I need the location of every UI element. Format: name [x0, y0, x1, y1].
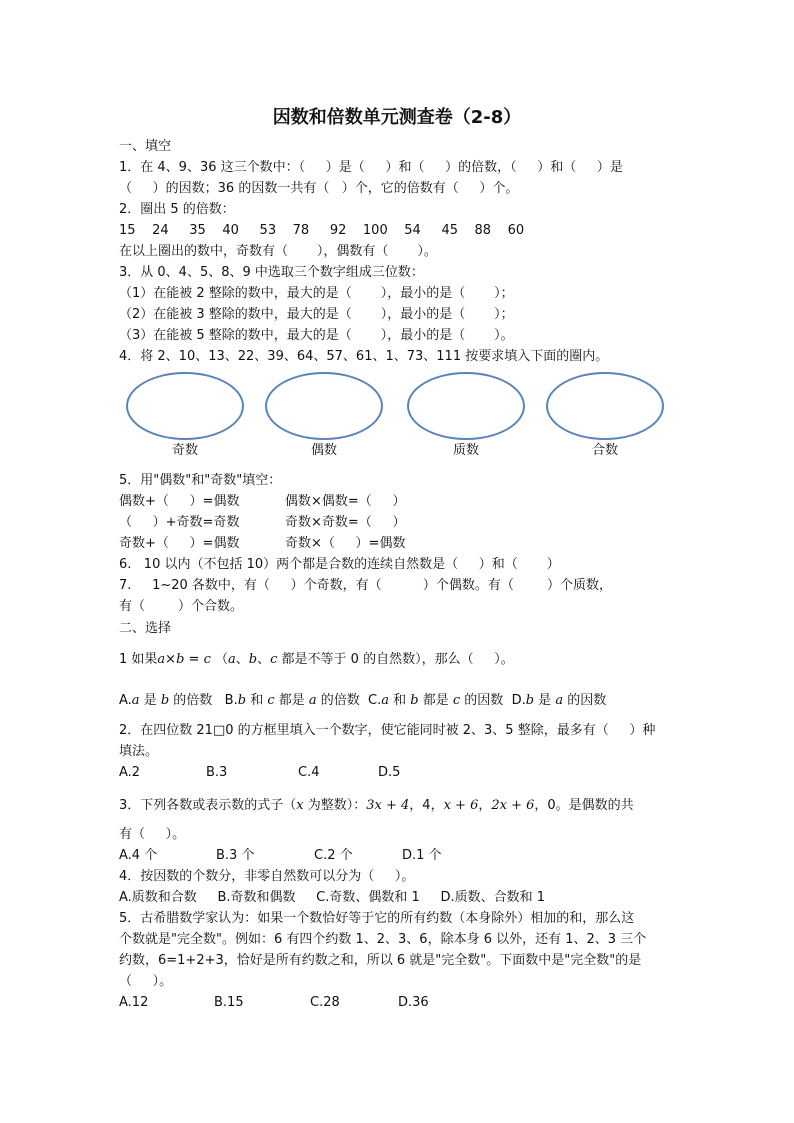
- q1-line1: 1．在 4、9、36 这三个数中：（ ）是（ ）和（ ）的倍数，（ ）和（ ）是: [119, 160, 623, 175]
- circle-even[interactable]: [265, 372, 383, 440]
- option-text: 的倍数 B.: [169, 693, 238, 708]
- q7-line2: 有（ ）个合数。: [119, 599, 244, 614]
- s2-q3-mid: 为整数）：: [303, 798, 367, 813]
- var-c: c: [267, 693, 275, 708]
- q3-line2: （1）在能被 2 整除的数中，最大的是（ ），最小的是（ ）；: [119, 286, 514, 301]
- option-text: 的因数: [563, 693, 607, 708]
- var-a: a: [308, 693, 317, 708]
- option-text: 的倍数 C.: [316, 693, 382, 708]
- section2-heading: 二、选择: [119, 621, 172, 636]
- var-b: b: [410, 693, 419, 708]
- circle-composite[interactable]: [546, 372, 664, 440]
- circle-prime[interactable]: [407, 372, 525, 440]
- var-b: b: [248, 652, 258, 667]
- option-text: 都是: [418, 693, 453, 708]
- option-text: 是: [534, 693, 556, 708]
- option-text: 都是: [274, 693, 309, 708]
- s2-q3-option-b: B.3 个: [216, 848, 255, 863]
- option-text: 的因数 D.: [460, 693, 526, 708]
- expr-2x-plus-6: 2x + 6: [491, 798, 535, 813]
- q2-line1: 2．圈出 5 的倍数：: [119, 202, 235, 217]
- var-a: a: [157, 652, 166, 667]
- s2-q2-option-b: B.3: [206, 765, 228, 780]
- page-title: 因数和倍数单元测查卷（2-8）: [272, 107, 522, 128]
- var-c: c: [203, 652, 211, 667]
- q5-item-1b: 偶数×偶数=（ ）: [285, 494, 406, 509]
- section1-heading: 一、填空: [119, 139, 172, 154]
- option-text: 是: [139, 693, 161, 708]
- q5-item-3a: 奇数+（ ）=偶数: [119, 536, 240, 551]
- var-c: c: [452, 693, 461, 708]
- s2-q5-option-b: B.15: [214, 995, 244, 1010]
- option-text: 和: [246, 693, 268, 708]
- s2-q5-line3: 约数，6=1+2+3，恰好是所有约数之和，所以 6 就是"完全数"。下面数中是"完全数"的是: [119, 953, 642, 968]
- q5-line1: 5．用"偶数"和"奇数"填空：: [119, 473, 282, 488]
- q4-line1: 4．将 2、10、13、22、39、64、57、61、1、73、111 按要求填入下面的圈内。: [119, 349, 609, 364]
- var-c: c: [270, 652, 278, 667]
- option-text: 和: [389, 693, 411, 708]
- s2-q3-option-c: C.2 个: [314, 848, 353, 863]
- s2-q5-line4: （ ）。: [119, 974, 173, 989]
- q7-line1: 7. 1~20 各数中，有（ ）个奇数，有（ ）个偶数。有（ ）个质数，: [119, 578, 612, 593]
- var-x: x: [296, 798, 304, 813]
- s2-q1-stem: [119, 651, 514, 669]
- s2-q3-pre: 3．下列各数或表示数的式子（: [119, 798, 297, 813]
- circle-odd[interactable]: [126, 372, 244, 440]
- var-b: b: [176, 652, 185, 667]
- s2-q5-option-a: A.12: [119, 995, 149, 1010]
- q5-item-3b: 奇数×（ ）=偶数: [285, 536, 406, 551]
- equals-sign: =: [184, 652, 204, 667]
- var-b: b: [237, 693, 247, 708]
- s2-q5-option-d: D.36: [398, 995, 429, 1010]
- q1-line2: （ ）的因数；36 的因数一共有（ ）个，它的倍数有（ ）个。: [119, 181, 519, 196]
- circle-label-even: 偶数: [310, 443, 337, 458]
- circle-label-composite: 合数: [591, 443, 618, 458]
- s2-q4-options: A.质数和合数 B.奇数和偶数 C.奇数、偶数和 1 D.质数、合数和 1: [119, 890, 545, 905]
- s2-q1-pre: 1 如果: [119, 652, 158, 667]
- s2-q2-option-c: C.4: [298, 765, 320, 780]
- var-b: b: [525, 693, 535, 708]
- separator: 、: [257, 652, 271, 667]
- s2-q4-line1: 4．按因数的个数分，非零自然数可以分为（ ）。: [119, 869, 415, 884]
- var-a: a: [381, 693, 390, 708]
- s2-q3-line2: 有（ ）。: [119, 827, 186, 842]
- q5-item-1a: 偶数+（ ）=偶数: [119, 494, 240, 509]
- q2-line3: 在以上圈出的数中，奇数有（ ），偶数有（ ）。: [119, 244, 437, 259]
- q5-item-2a: （ ）+奇数=奇数: [119, 515, 240, 530]
- s2-q3-option-a: A.4 个: [119, 848, 158, 863]
- s2-q1-post: 都是不等于 0 的自然数），那么（ ）。: [277, 652, 514, 667]
- var-a: a: [131, 693, 140, 708]
- s2-q2-option-d: D.5: [378, 765, 401, 780]
- circle-label-odd: 奇数: [171, 443, 198, 458]
- expr-x-plus-6: x + 6: [443, 798, 479, 813]
- q3-line4: （3）在能被 5 整除的数中，最大的是（ ），最小的是（ ）。: [119, 328, 514, 343]
- q6-line: 6. 10 以内（不包括 10）两个都是合数的连续自然数是（ ）和（ ）: [119, 557, 560, 572]
- s2-q1-options: [119, 692, 606, 710]
- s2-q5-line1: 5．古希腊数学家认为：如果一个数恰好等于它的所有约数（本身除外）相加的和，那么这: [119, 911, 635, 926]
- s2-q1-mid: （: [210, 652, 228, 667]
- var-b: b: [160, 693, 170, 708]
- s2-q3-post: ，0。是偶数的共: [534, 798, 634, 813]
- s2-q3-option-d: D.1 个: [402, 848, 442, 863]
- s2-q5-line2: 个数就是"完全数"。例如：6 有四个约数 1、2、3、6，除本身 6 以外，还有 1、2、3 三个: [119, 932, 647, 947]
- separator: 、: [235, 652, 249, 667]
- var-a: a: [228, 652, 236, 667]
- option-a-label: A.: [119, 693, 132, 708]
- q2-number-list: 15 24 35 40 53 78 92 100 54 45 88 60: [119, 223, 525, 238]
- circle-label-prime: 质数: [452, 443, 479, 458]
- expr-3x-plus-4: 3x + 4: [366, 798, 410, 813]
- times-sign: ×: [165, 652, 177, 667]
- var-a: a: [555, 693, 564, 708]
- separator: ，: [478, 798, 492, 813]
- s2-q3-line1: [119, 797, 634, 815]
- s2-q2-line2: 填法。: [119, 744, 159, 759]
- q5-item-2b: 奇数×奇数=（ ）: [285, 515, 406, 530]
- s2-q5-option-c: C.28: [310, 995, 340, 1010]
- q3-line1: 3．从 0、4、5、8、9 中选取三个数字组成三位数：: [119, 265, 424, 280]
- separator: ，4，: [409, 798, 444, 813]
- q3-line3: （2）在能被 3 整除的数中，最大的是（ ），最小的是（ ）；: [119, 307, 514, 322]
- s2-q2-line1: 2．在四位数 21□0 的方框里填入一个数字，使它能同时被 2、3、5 整除，最多有（ ）种: [119, 723, 656, 738]
- s2-q2-option-a: A.2: [119, 765, 141, 780]
